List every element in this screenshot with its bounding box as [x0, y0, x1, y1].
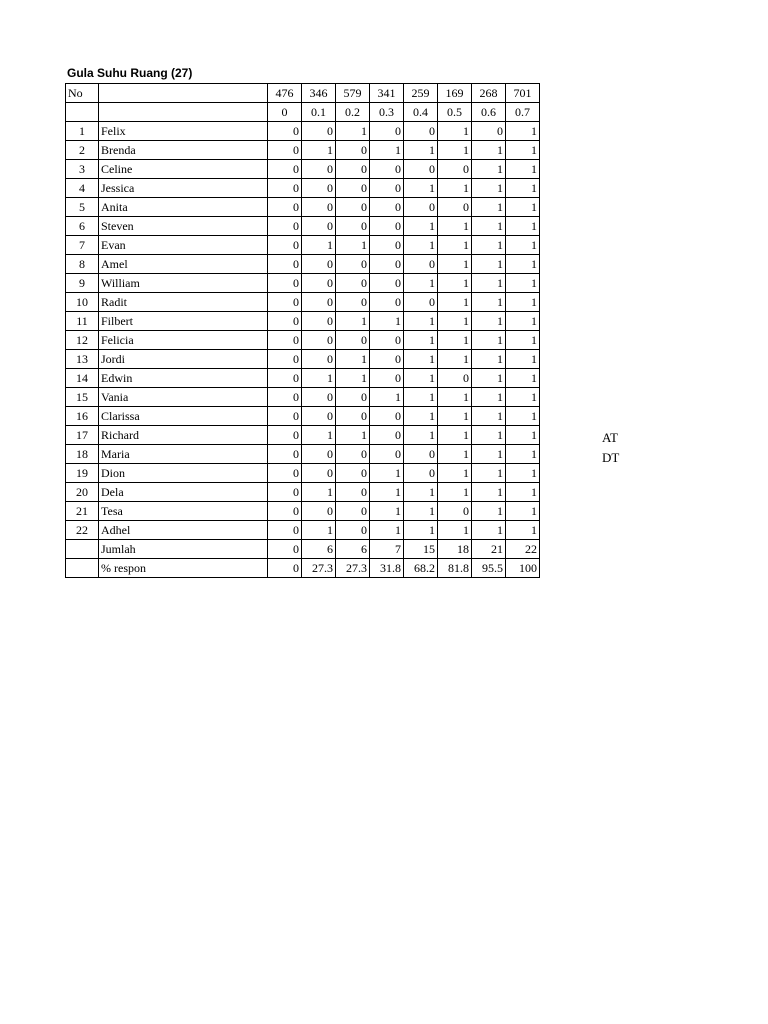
header-name-blank [99, 84, 268, 103]
response-value: 1 [506, 293, 540, 312]
panelist-name: Dela [99, 483, 268, 502]
response-value: 1 [438, 274, 472, 293]
response-value: 0 [336, 483, 370, 502]
summary-label: % respon [99, 559, 268, 578]
response-value: 0 [302, 274, 336, 293]
table-row [66, 464, 540, 483]
summary-value: 0 [268, 559, 302, 578]
summary-value: 68.2 [404, 559, 438, 578]
header-code: 579 [336, 84, 370, 103]
header-concentration: 0.3 [370, 103, 404, 122]
response-value: 1 [472, 312, 506, 331]
response-value: 0 [302, 198, 336, 217]
response-value: 1 [404, 236, 438, 255]
response-value: 0 [438, 160, 472, 179]
row-number: 9 [66, 274, 99, 293]
response-value: 1 [472, 388, 506, 407]
table-row [66, 483, 540, 502]
response-value: 1 [472, 236, 506, 255]
response-value: 0 [472, 122, 506, 141]
response-value: 0 [302, 464, 336, 483]
response-value: 0 [302, 293, 336, 312]
response-value: 1 [506, 160, 540, 179]
response-value: 1 [472, 426, 506, 445]
response-value: 1 [336, 350, 370, 369]
header-no: No [66, 84, 99, 103]
panelist-name: Maria [99, 445, 268, 464]
response-value: 1 [506, 350, 540, 369]
response-value: 1 [370, 312, 404, 331]
response-value: 0 [370, 274, 404, 293]
response-value: 1 [438, 331, 472, 350]
response-value: 0 [268, 217, 302, 236]
response-value: 0 [268, 293, 302, 312]
summary-row [66, 559, 540, 578]
panelist-name: Celine [99, 160, 268, 179]
header-concentration: 0.6 [472, 103, 506, 122]
response-value: 0 [302, 217, 336, 236]
response-value: 0 [438, 198, 472, 217]
response-value: 1 [506, 274, 540, 293]
response-value: 0 [336, 179, 370, 198]
table-row [66, 160, 540, 179]
response-value: 0 [336, 521, 370, 540]
response-value: 0 [268, 312, 302, 331]
row-number: 16 [66, 407, 99, 426]
response-value: 0 [370, 407, 404, 426]
response-value: 1 [404, 217, 438, 236]
response-value: 0 [336, 160, 370, 179]
response-value: 1 [302, 483, 336, 502]
header-code: 476 [268, 84, 302, 103]
response-value: 1 [438, 122, 472, 141]
response-value: 1 [506, 483, 540, 502]
summary-value: 21 [472, 540, 506, 559]
response-value: 0 [370, 179, 404, 198]
table-row [66, 141, 540, 160]
table-row [66, 388, 540, 407]
response-value: 0 [438, 369, 472, 388]
response-value: 1 [438, 141, 472, 160]
response-value: 0 [268, 198, 302, 217]
response-value: 0 [336, 217, 370, 236]
response-value: 1 [438, 426, 472, 445]
response-value: 1 [302, 141, 336, 160]
summary-label: Jumlah [99, 540, 268, 559]
response-value: 1 [302, 369, 336, 388]
response-value: 1 [472, 293, 506, 312]
row-number: 15 [66, 388, 99, 407]
response-value: 1 [302, 521, 336, 540]
response-value: 0 [268, 483, 302, 502]
row-number: 7 [66, 236, 99, 255]
row-number: 6 [66, 217, 99, 236]
response-value: 0 [336, 407, 370, 426]
table-row [66, 312, 540, 331]
summary-value: 6 [336, 540, 370, 559]
response-value: 0 [302, 160, 336, 179]
table-row [66, 445, 540, 464]
response-value: 1 [506, 141, 540, 160]
response-value: 0 [404, 255, 438, 274]
response-value: 0 [370, 236, 404, 255]
response-value: 1 [438, 464, 472, 483]
header-code: 268 [472, 84, 506, 103]
row-number: 12 [66, 331, 99, 350]
panelist-name: Felicia [99, 331, 268, 350]
panelist-name: Jordi [99, 350, 268, 369]
response-value: 0 [302, 179, 336, 198]
header-code: 346 [302, 84, 336, 103]
panelist-name: Steven [99, 217, 268, 236]
panelist-name: William [99, 274, 268, 293]
header-code: 259 [404, 84, 438, 103]
summary-value: 27.3 [336, 559, 370, 578]
table-row [66, 502, 540, 521]
response-value: 1 [472, 160, 506, 179]
response-value: 0 [268, 141, 302, 160]
header-code: 341 [370, 84, 404, 103]
response-value: 1 [404, 426, 438, 445]
panelist-name: Clarissa [99, 407, 268, 426]
response-value: 0 [302, 331, 336, 350]
header-concentration: 0 [268, 103, 302, 122]
response-value: 1 [472, 445, 506, 464]
panelist-name: Tesa [99, 502, 268, 521]
response-value: 1 [370, 521, 404, 540]
row-number: 14 [66, 369, 99, 388]
row-number: 4 [66, 179, 99, 198]
row-number: 22 [66, 521, 99, 540]
response-value: 0 [268, 369, 302, 388]
table-row [66, 407, 540, 426]
header-code: 169 [438, 84, 472, 103]
response-value: 1 [506, 179, 540, 198]
response-value: 1 [438, 483, 472, 502]
response-value: 1 [506, 388, 540, 407]
response-value: 0 [302, 407, 336, 426]
response-value: 1 [472, 464, 506, 483]
header-row-codes [66, 84, 540, 103]
response-value: 1 [472, 141, 506, 160]
response-value: 0 [370, 293, 404, 312]
response-value: 1 [506, 502, 540, 521]
response-value: 1 [506, 122, 540, 141]
response-value: 1 [438, 445, 472, 464]
panelist-name: Edwin [99, 369, 268, 388]
summary-no-blank [66, 540, 99, 559]
response-value: 0 [336, 502, 370, 521]
response-value: 0 [438, 502, 472, 521]
response-value: 0 [268, 445, 302, 464]
header-name-blank [99, 103, 268, 122]
response-value: 1 [370, 388, 404, 407]
row-number: 8 [66, 255, 99, 274]
header-concentration: 0.1 [302, 103, 336, 122]
response-value: 0 [336, 388, 370, 407]
panelist-name: Radit [99, 293, 268, 312]
response-value: 1 [506, 331, 540, 350]
response-value: 0 [404, 198, 438, 217]
response-value: 0 [404, 445, 438, 464]
row-number: 19 [66, 464, 99, 483]
response-value: 1 [370, 483, 404, 502]
table-row [66, 236, 540, 255]
response-value: 1 [506, 217, 540, 236]
response-value: 1 [506, 426, 540, 445]
panelist-name: Vania [99, 388, 268, 407]
response-value: 1 [370, 141, 404, 160]
response-value: 1 [506, 369, 540, 388]
response-value: 1 [438, 521, 472, 540]
response-value: 0 [336, 255, 370, 274]
table-row [66, 255, 540, 274]
response-value: 0 [404, 160, 438, 179]
response-value: 0 [336, 464, 370, 483]
summary-no-blank [66, 559, 99, 578]
panelist-name: Anita [99, 198, 268, 217]
response-value: 0 [302, 312, 336, 331]
response-value: 1 [404, 369, 438, 388]
header-row-concentrations [66, 103, 540, 122]
response-value: 0 [370, 255, 404, 274]
response-value: 1 [438, 217, 472, 236]
header-no-blank [66, 103, 99, 122]
panelist-name: Brenda [99, 141, 268, 160]
response-value: 0 [404, 464, 438, 483]
row-number: 10 [66, 293, 99, 312]
table-row [66, 293, 540, 312]
row-number: 20 [66, 483, 99, 502]
row-number: 17 [66, 426, 99, 445]
response-value: 0 [302, 445, 336, 464]
response-value: 1 [472, 407, 506, 426]
panelist-name: Dion [99, 464, 268, 483]
summary-value: 18 [438, 540, 472, 559]
response-value: 0 [268, 521, 302, 540]
row-number: 21 [66, 502, 99, 521]
response-value: 0 [268, 122, 302, 141]
response-value: 0 [302, 122, 336, 141]
response-value: 0 [302, 502, 336, 521]
response-value: 0 [336, 293, 370, 312]
response-value: 1 [370, 502, 404, 521]
header-concentration: 0.2 [336, 103, 370, 122]
response-value: 1 [472, 502, 506, 521]
response-value: 1 [472, 331, 506, 350]
response-value: 1 [336, 369, 370, 388]
note-at: AT [602, 430, 618, 445]
header-concentration: 0.7 [506, 103, 540, 122]
response-value: 1 [370, 464, 404, 483]
response-value: 1 [472, 521, 506, 540]
response-value: 0 [268, 388, 302, 407]
response-value: 1 [404, 312, 438, 331]
summary-value: 81.8 [438, 559, 472, 578]
response-value: 0 [370, 160, 404, 179]
table-row [66, 217, 540, 236]
response-value: 1 [404, 331, 438, 350]
response-value: 0 [268, 464, 302, 483]
table-row [66, 350, 540, 369]
response-value: 0 [404, 122, 438, 141]
response-value: 1 [404, 483, 438, 502]
response-value: 1 [438, 236, 472, 255]
response-value: 1 [472, 369, 506, 388]
response-value: 0 [404, 293, 438, 312]
response-value: 1 [336, 236, 370, 255]
response-value: 1 [506, 521, 540, 540]
response-value: 0 [336, 274, 370, 293]
response-value: 1 [472, 255, 506, 274]
response-value: 1 [506, 198, 540, 217]
response-value: 1 [506, 236, 540, 255]
panelist-name: Adhel [99, 521, 268, 540]
panelist-name: Filbert [99, 312, 268, 331]
response-value: 1 [506, 445, 540, 464]
response-value: 0 [302, 255, 336, 274]
header-code: 701 [506, 84, 540, 103]
table-row [66, 331, 540, 350]
table-row [66, 369, 540, 388]
table-row [66, 179, 540, 198]
response-value: 1 [302, 426, 336, 445]
summary-value: 27.3 [302, 559, 336, 578]
response-value: 1 [472, 198, 506, 217]
summary-value: 15 [404, 540, 438, 559]
summary-value: 95.5 [472, 559, 506, 578]
response-value: 0 [268, 236, 302, 255]
response-value: 0 [268, 331, 302, 350]
response-value: 1 [438, 293, 472, 312]
response-value: 1 [404, 407, 438, 426]
summary-value: 7 [370, 540, 404, 559]
data-table [65, 83, 540, 578]
response-value: 0 [370, 426, 404, 445]
response-value: 0 [268, 502, 302, 521]
table-row [66, 274, 540, 293]
response-value: 0 [268, 274, 302, 293]
response-value: 0 [336, 445, 370, 464]
response-value: 1 [472, 483, 506, 502]
response-value: 0 [370, 217, 404, 236]
response-value: 0 [302, 388, 336, 407]
response-value: 0 [268, 255, 302, 274]
row-number: 18 [66, 445, 99, 464]
response-value: 0 [370, 331, 404, 350]
response-value: 1 [472, 217, 506, 236]
response-value: 0 [302, 350, 336, 369]
table-row [66, 198, 540, 217]
response-value: 1 [472, 274, 506, 293]
summary-value: 31.8 [370, 559, 404, 578]
note-dt: DT [602, 450, 620, 465]
row-number: 11 [66, 312, 99, 331]
response-value: 1 [302, 236, 336, 255]
response-value: 0 [268, 350, 302, 369]
table-row [66, 426, 540, 445]
response-value: 1 [404, 502, 438, 521]
response-value: 1 [404, 274, 438, 293]
response-value: 0 [268, 160, 302, 179]
response-value: 1 [438, 388, 472, 407]
response-value: 1 [438, 350, 472, 369]
table-row [66, 122, 540, 141]
summary-value: 0 [268, 540, 302, 559]
response-value: 1 [438, 407, 472, 426]
row-number: 5 [66, 198, 99, 217]
response-value: 0 [370, 369, 404, 388]
row-number: 13 [66, 350, 99, 369]
response-value: 1 [506, 407, 540, 426]
response-value: 1 [472, 350, 506, 369]
response-value: 0 [370, 122, 404, 141]
response-value: 0 [268, 407, 302, 426]
row-number: 2 [66, 141, 99, 160]
panelist-name: Amel [99, 255, 268, 274]
response-value: 1 [404, 179, 438, 198]
response-value: 1 [404, 141, 438, 160]
response-value: 1 [404, 388, 438, 407]
response-value: 1 [438, 312, 472, 331]
response-value: 1 [438, 255, 472, 274]
panelist-name: Richard [99, 426, 268, 445]
panelist-name: Jessica [99, 179, 268, 198]
response-value: 1 [336, 122, 370, 141]
response-value: 0 [268, 179, 302, 198]
header-concentration: 0.5 [438, 103, 472, 122]
panelist-name: Evan [99, 236, 268, 255]
summary-row [66, 540, 540, 559]
row-number: 1 [66, 122, 99, 141]
summary-value: 100 [506, 559, 540, 578]
response-value: 0 [370, 198, 404, 217]
response-value: 0 [336, 141, 370, 160]
response-value: 0 [336, 331, 370, 350]
header-concentration: 0.4 [404, 103, 438, 122]
summary-value: 22 [506, 540, 540, 559]
summary-value: 6 [302, 540, 336, 559]
response-value: 1 [506, 464, 540, 483]
response-value: 1 [404, 521, 438, 540]
response-value: 0 [370, 445, 404, 464]
panelist-name: Felix [99, 122, 268, 141]
response-value: 1 [506, 255, 540, 274]
response-value: 1 [336, 426, 370, 445]
response-value: 1 [404, 350, 438, 369]
row-number: 3 [66, 160, 99, 179]
response-value: 1 [438, 179, 472, 198]
response-value: 1 [472, 179, 506, 198]
response-value: 1 [506, 312, 540, 331]
sheet-title: Gula Suhu Ruang (27) [67, 66, 193, 80]
response-value: 0 [336, 198, 370, 217]
table-row [66, 521, 540, 540]
response-value: 1 [336, 312, 370, 331]
response-value: 0 [370, 350, 404, 369]
response-value: 0 [268, 426, 302, 445]
